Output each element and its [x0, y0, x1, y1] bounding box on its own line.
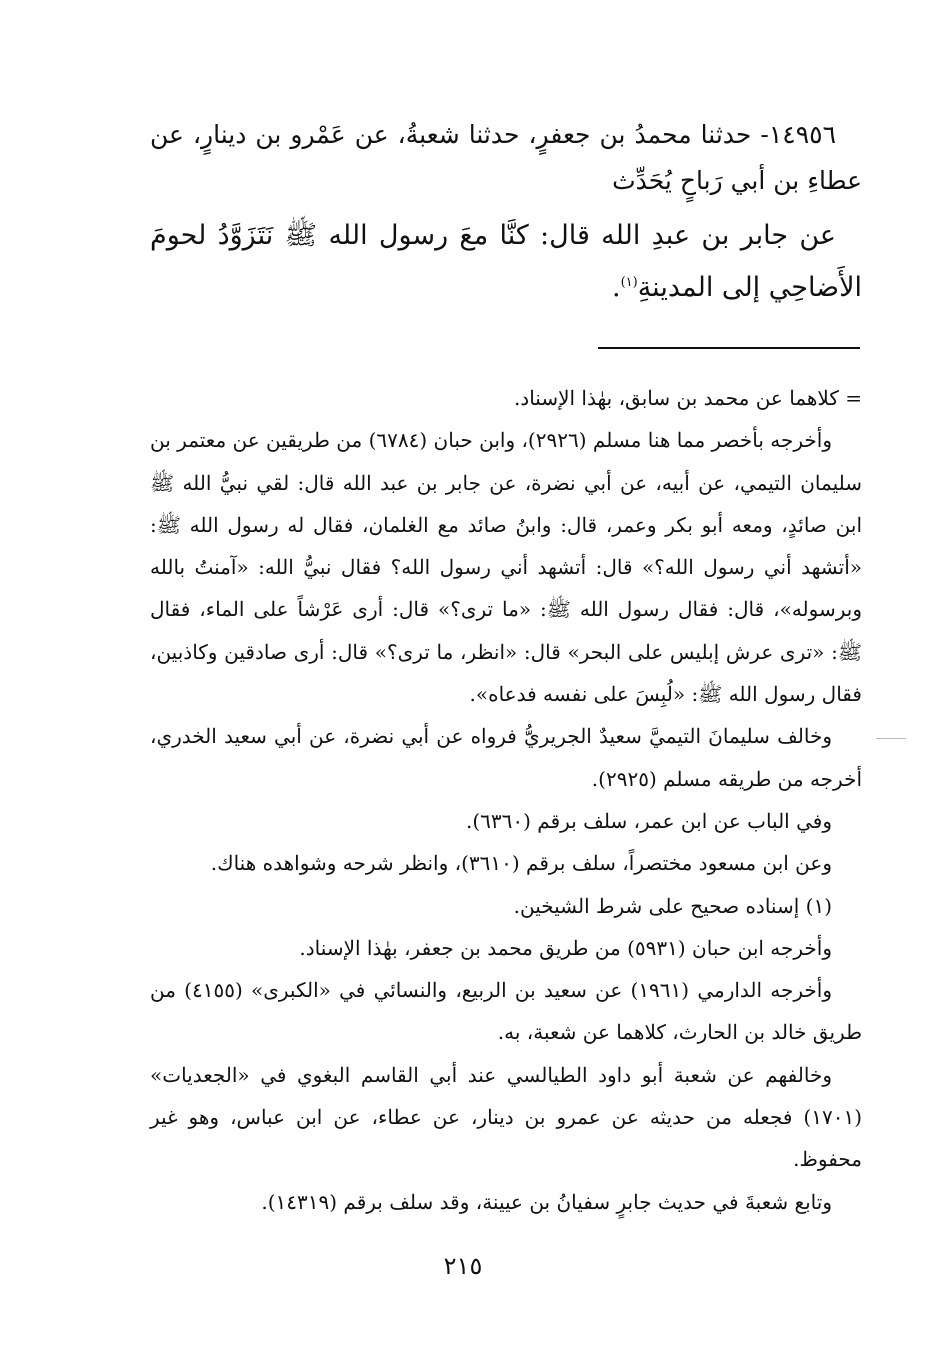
- footnote-paragraph: وعن ابن مسعود مختصراً، سلف برقم (٣٦١٠)، وانظر شرحه وشواهده هناك.: [210, 851, 832, 876]
- footnote-paragraph: = كلاهما عن محمد بن سابق، بهٰذا الإسناد.: [513, 386, 862, 410]
- footnote-paragraph: وأخرجه ابن حبان (٥٩٣١) من طريق محمد بن جعفر، بهٰذا الإسناد.: [299, 935, 832, 960]
- hadith-matn-text: عن جابر بن عبدِ الله قال: كنَّا معَ رسول الله ﷺ نَتَزَوَّدُ لحومَ الأَضاحِي إلى المدينةِ: [150, 220, 862, 303]
- hadith-matn-end: .: [611, 272, 621, 303]
- hadith-text: [150, 112, 862, 314]
- footnote-paragraph: وأخرجه الدارمي (١٩٦١) عن سعيد بن الربيع، والنسائي في «الكبرى» (٤١٥٥) من طريق خالد بن الحارث، كلاهما عن شعبة، به.: [150, 978, 862, 1045]
- footnote-divider: [598, 347, 860, 349]
- footnote-paragraph: وخالف سليمانَ التيميَّ سعيدٌ الجريريُّ فرواه عن أبي نضرة، عن أبي سعيد الخدري، أخرجه من طريقه مسلم (٢٩٢٥).: [150, 724, 862, 791]
- margin-mark: [876, 738, 906, 739]
- hadith-matn: [150, 210, 862, 314]
- footnote-paragraph: وأخرجه بأخصر مما هنا مسلم (٢٩٢٦)، وابن حبان (٦٧٨٤) من طريقين عن معتمر بن سليمان التيمي، عن أبيه، عن أبي نضرة، عن جابر بن عبد الله قال: لقي نبيُّ الله ﷺ ابن صائدٍ، ومعه أبو بكر وعمر، قال: وابنُ صائد مع الغلمان، فقال له رسول الله ﷺ: «أتشهد أني رسول الله؟» قال: أتشهد أني رسول الله؟ فقال نبيُّ الله: «آمنتُ بالله وبرسوله»، قال: فقال رسول الله ﷺ: «ما ترى؟» قال: أرى عَرْشاً على الماء، فقال ﷺ: «ترى عرش إبليس على البحر» قال: «انظر، ما ترى؟» قال: أرى صادقين وكاذبين، فقال رسول الله ﷺ: «لُبِسَ على نفسه فدعاه».: [150, 428, 862, 707]
- hadith-isnad: ١٤٩٥٦- حدثنا محمدُ بن جعفرٍ، حدثنا شعبةُ، عن عَمْرو بن دينارٍ، عن عطاءِ بن أبي رَباحٍ يُحَدِّث: [150, 120, 862, 195]
- footnote-paragraph: وخالفهم عن شعبة أبو داود الطيالسي عند أبي القاسم البغوي في «الجعديات» (١٧٠١) فجعله من حديثه عن عمرو بن دينار، عن عطاء، عن ابن عباس، وهو غير محفوظ.: [150, 1062, 862, 1172]
- footnotes-section: [150, 377, 862, 1223]
- footnote-marker[interactable]: (١): [620, 275, 638, 290]
- footnote-paragraph: وتابع شعبةَ في حديث جابرٍ سفيانُ بن عيينة، وقد سلف برقم (١٤٣١٩).: [261, 1189, 832, 1214]
- page-number: ٢١٥: [443, 1252, 483, 1280]
- footnote-paragraph: (١) إسناده صحيح على شرط الشيخين.: [513, 893, 832, 918]
- footnote-paragraph: وفي الباب عن ابن عمر، سلف برقم (٦٣٦٠).: [466, 808, 832, 833]
